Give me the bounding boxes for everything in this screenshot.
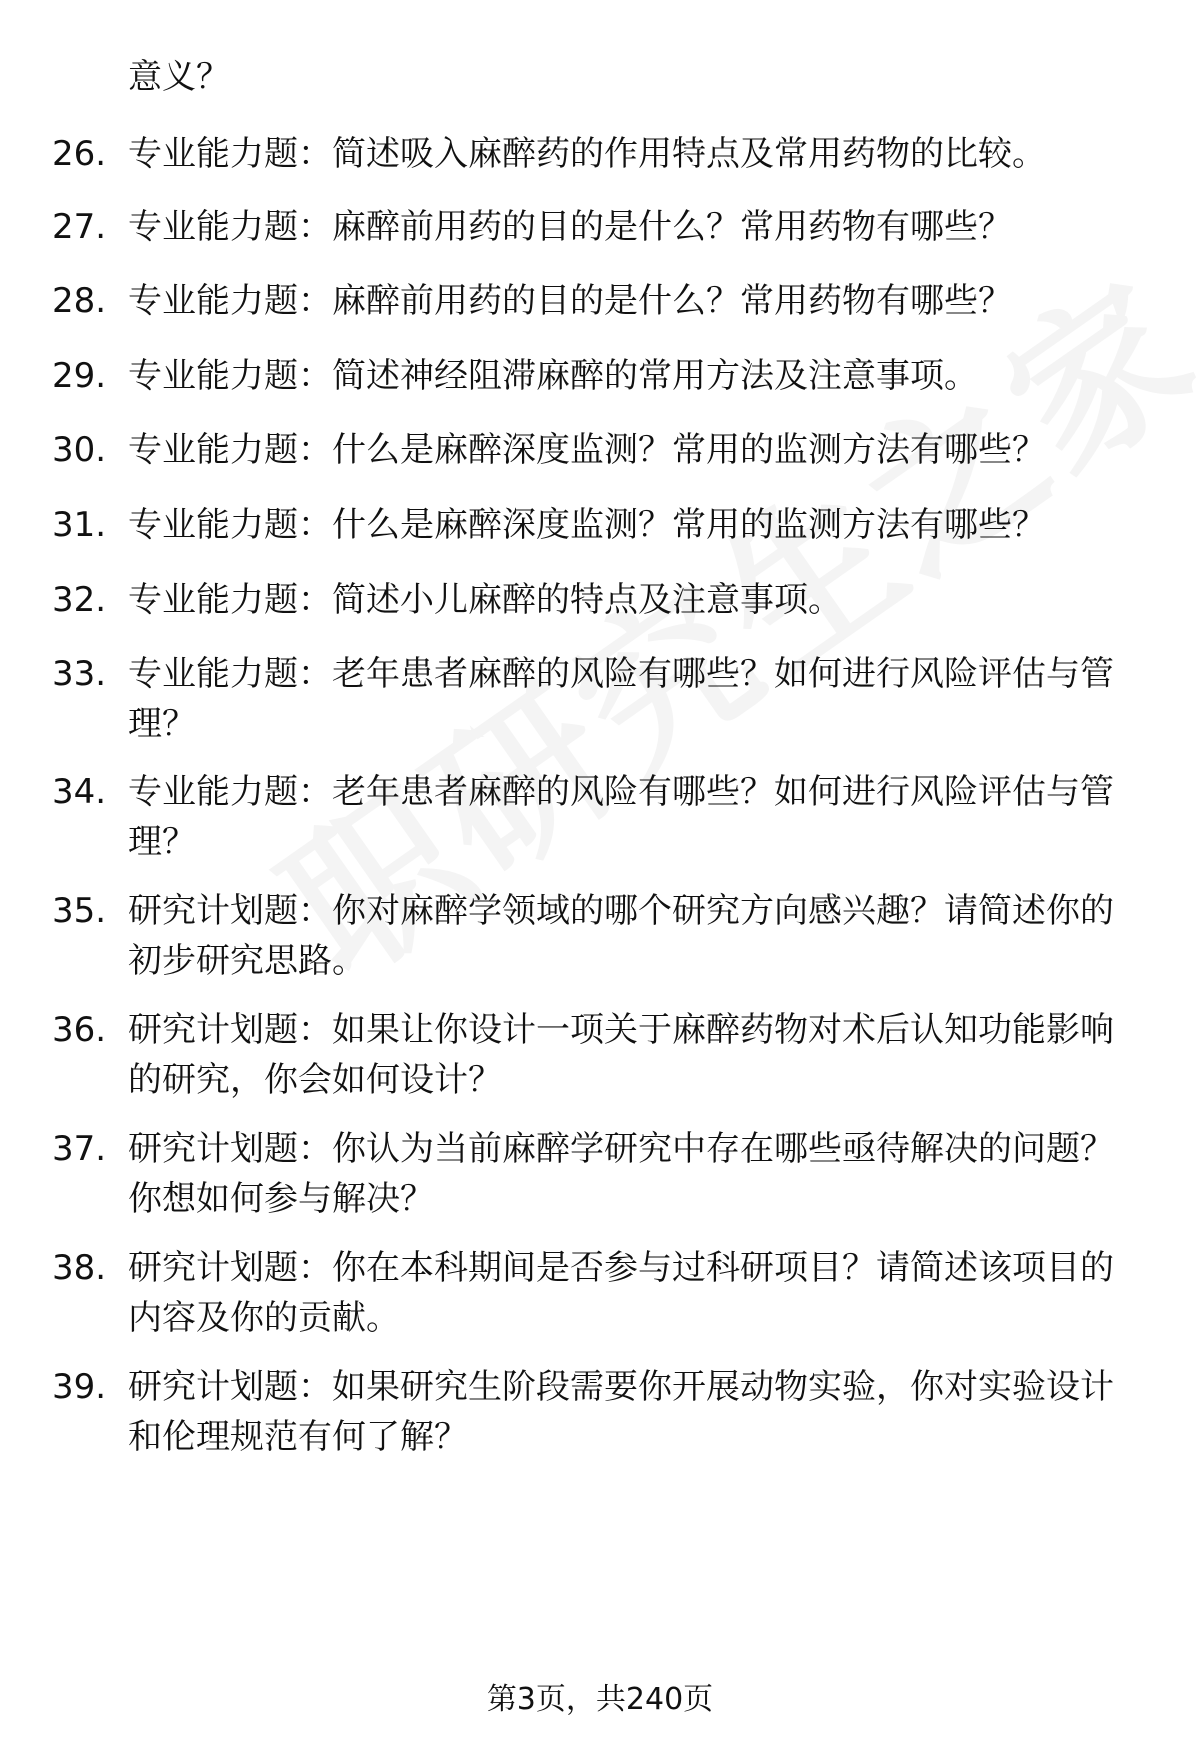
question-text: 专业能力题：简述吸入麻醉药的作用特点及常用药物的比较。 — [128, 134, 1046, 174]
question-number: 33. — [52, 654, 107, 694]
question-number: 31. — [52, 505, 107, 545]
question-text: 专业能力题：什么是麻醉深度监测？常用的监测方法有哪些？ — [128, 505, 1046, 545]
question-number: 35. — [52, 891, 107, 931]
question-text: 专业能力题：老年患者麻醉的风险有哪些？如何进行风险评估与管理？ — [128, 654, 1114, 744]
question-number: 37. — [52, 1129, 107, 1169]
question-text: 专业能力题：老年患者麻醉的风险有哪些？如何进行风险评估与管理？ — [128, 772, 1114, 862]
question-number: 29. — [52, 356, 107, 396]
question-text: 研究计划题：你认为当前麻醉学研究中存在哪些亟待解决的问题？你想如何参与解决？ — [128, 1129, 1114, 1219]
question-text: 专业能力题：什么是麻醉深度监测？常用的监测方法有哪些？ — [128, 430, 1046, 470]
question-number: 27. — [52, 207, 107, 247]
question-number: 28. — [52, 281, 107, 321]
question-text: 研究计划题：如果让你设计一项关于麻醉药物对术后认知功能影响的研究，你会如何设计？ — [128, 1010, 1114, 1100]
page-number-label: 第3页，共240页 — [486, 1682, 714, 1717]
question-number: 30. — [52, 430, 107, 470]
question-number: 36. — [52, 1010, 107, 1050]
question-number: 38. — [52, 1248, 107, 1288]
question-text: 专业能力题：简述小儿麻醉的特点及注意事项。 — [128, 580, 842, 620]
question-number: 32. — [52, 580, 107, 620]
question-number: 26. — [52, 134, 107, 174]
question-number: 34. — [52, 772, 107, 812]
question-number: 39. — [52, 1367, 107, 1407]
question-text: 研究计划题：你对麻醉学领域的哪个研究方向感兴趣？请简述你的初步研究思路。 — [128, 891, 1114, 981]
question-text: 专业能力题：麻醉前用药的目的是什么？常用药物有哪些？ — [128, 207, 1012, 247]
question-text: 研究计划题：如果研究生阶段需要你开展动物实验，你对实验设计和伦理规范有何了解？ — [128, 1367, 1114, 1457]
question-text: 专业能力题：麻醉前用药的目的是什么？常用药物有哪些？ — [128, 281, 1012, 321]
question-text: 意义？ — [128, 57, 230, 97]
question-text: 专业能力题：简述神经阻滞麻醉的常用方法及注意事项。 — [128, 356, 978, 396]
page-footer — [0, 1680, 1200, 1720]
question-text: 研究计划题：你在本科期间是否参与过科研项目？请简述该项目的内容及你的贡献。 — [128, 1248, 1114, 1338]
